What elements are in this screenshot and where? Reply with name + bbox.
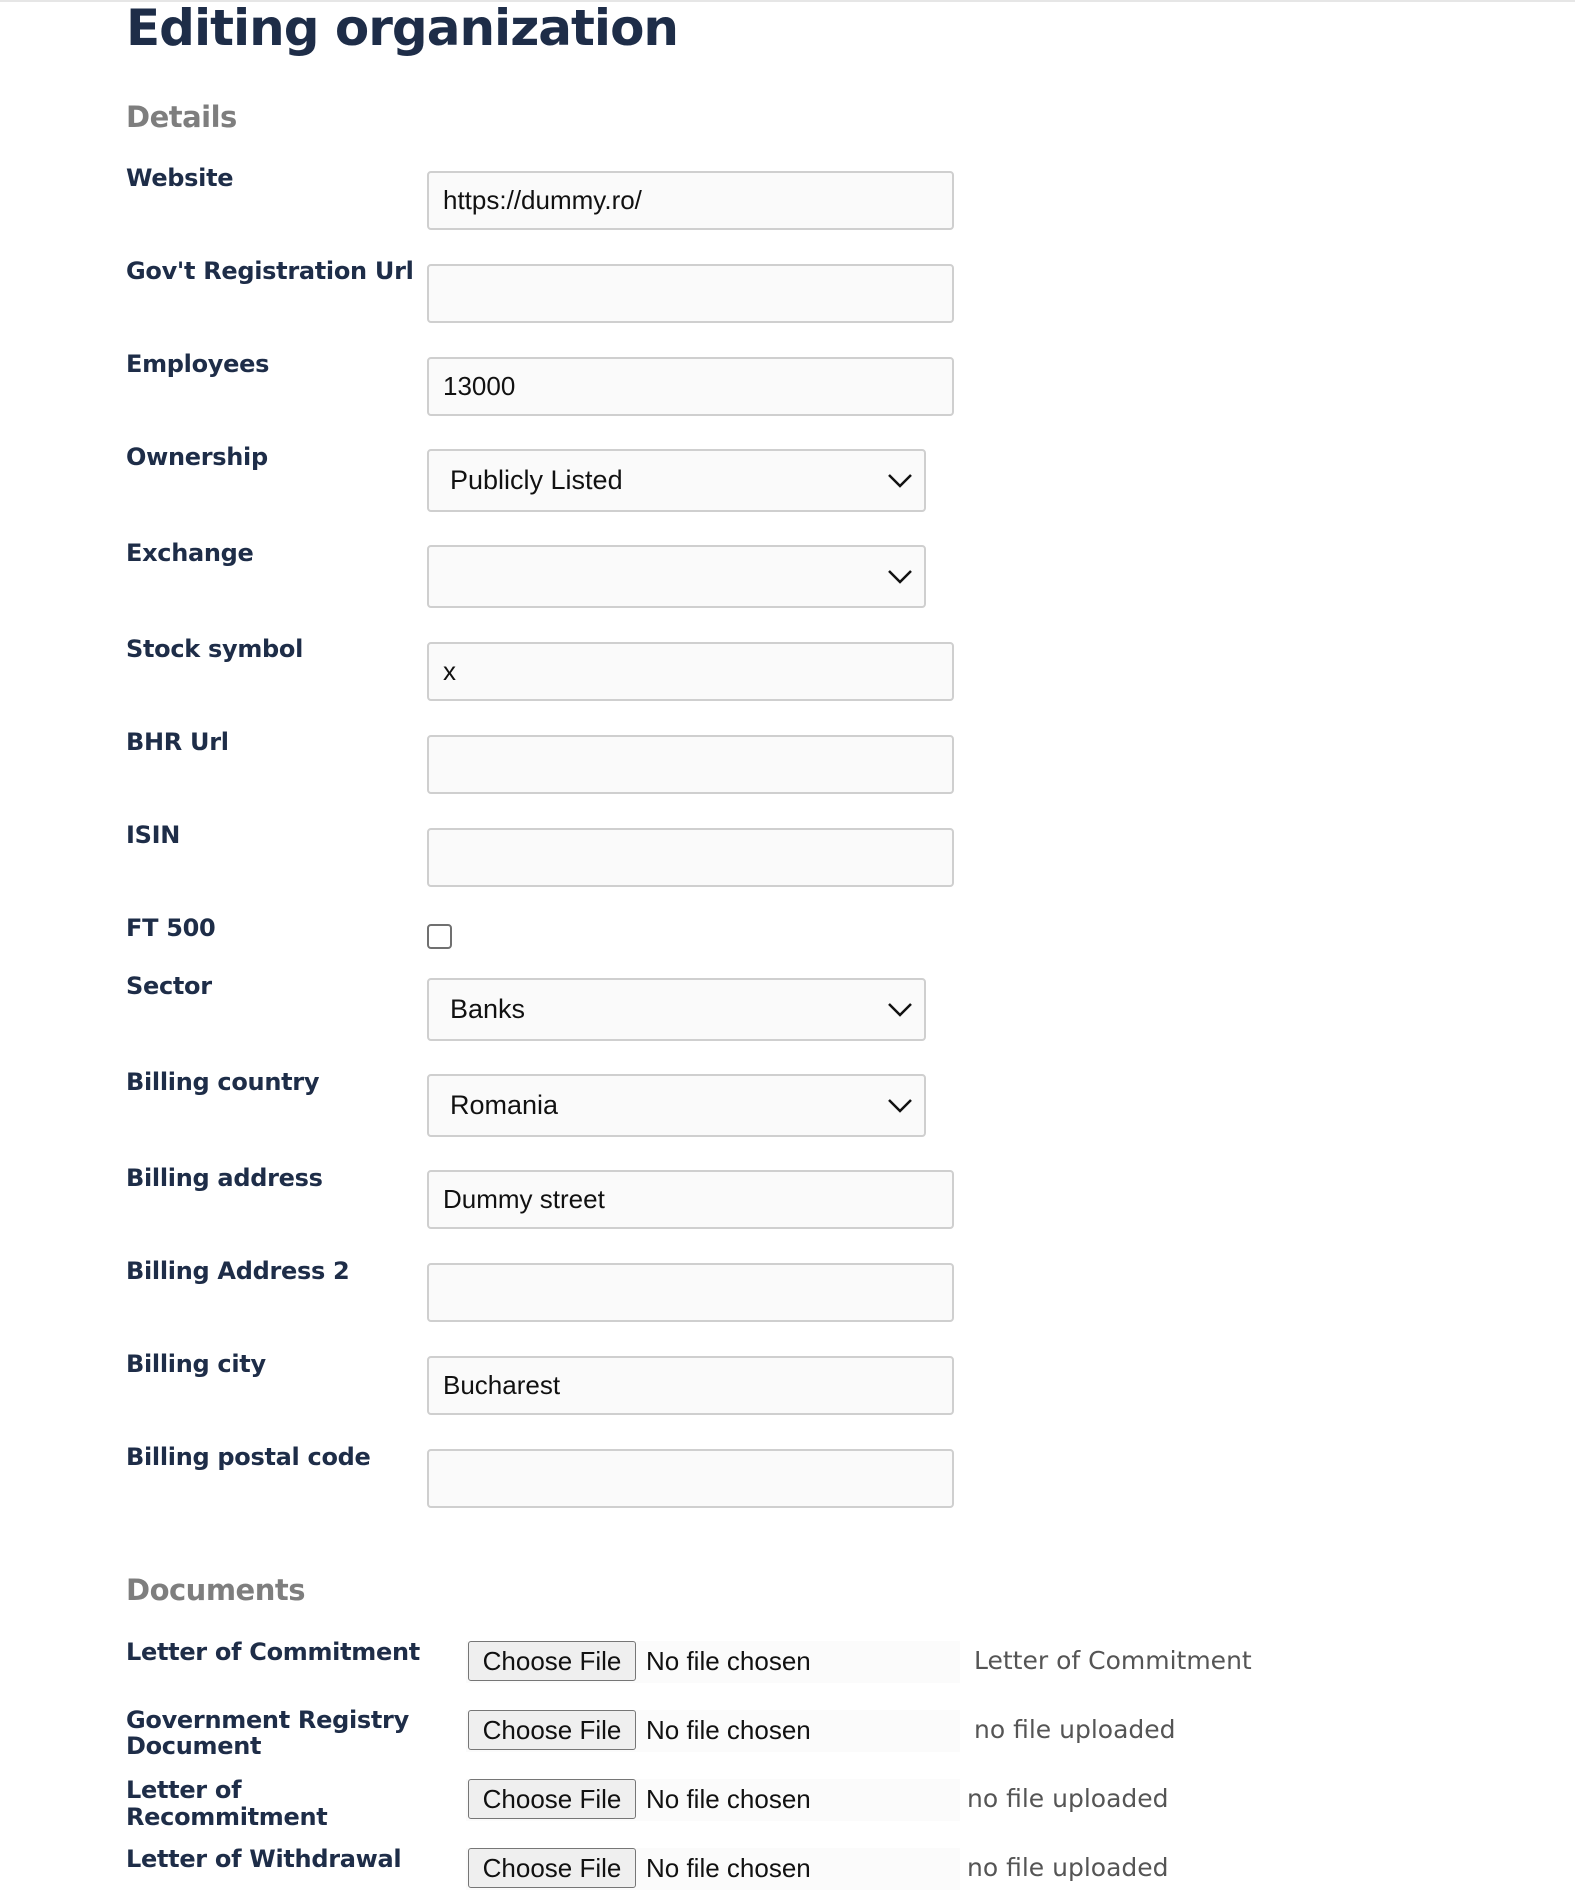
no-file-chosen-text: No file chosen bbox=[646, 1784, 811, 1814]
choose-file-button[interactable]: Choose File bbox=[468, 1848, 636, 1888]
letter-of-recommitment-file-input[interactable] bbox=[466, 1779, 960, 1821]
no-file-chosen-text: No file chosen bbox=[646, 1646, 811, 1676]
exchange-select[interactable] bbox=[427, 545, 926, 608]
stock-symbol-label: Stock symbol bbox=[126, 635, 304, 663]
ft500-label: FT 500 bbox=[126, 914, 216, 942]
billing-country-select[interactable] bbox=[427, 1074, 926, 1137]
gov-registration-url-label: Gov't Registration Url bbox=[126, 257, 414, 285]
page-title: Editing organization bbox=[126, 0, 679, 57]
billing-address-2-label: Billing Address 2 bbox=[126, 1257, 350, 1285]
ownership-label: Ownership bbox=[126, 443, 268, 471]
chevron-down-icon bbox=[886, 1094, 914, 1116]
billing-address-input[interactable] bbox=[427, 1170, 954, 1229]
employees-label: Employees bbox=[126, 350, 270, 378]
isin-label: ISIN bbox=[126, 821, 181, 849]
sector-selected-value: Banks bbox=[450, 994, 526, 1024]
chevron-down-icon bbox=[886, 565, 914, 587]
letter-of-commitment-label: Letter of Commitment bbox=[126, 1638, 420, 1666]
bhr-url-label: BHR Url bbox=[126, 728, 229, 756]
letter-of-withdrawal-file-input[interactable] bbox=[466, 1848, 960, 1890]
letter-of-recommitment-status: no file uploaded bbox=[967, 1784, 1169, 1813]
bhr-url-input[interactable] bbox=[427, 735, 954, 794]
billing-address-2-input[interactable] bbox=[427, 1263, 954, 1322]
section-heading-details: Details bbox=[126, 100, 237, 134]
choose-file-button[interactable]: Choose File bbox=[468, 1710, 636, 1750]
ownership-select[interactable] bbox=[427, 449, 926, 512]
chevron-down-icon bbox=[886, 998, 914, 1020]
ownership-selected-value: Publicly Listed bbox=[450, 465, 623, 495]
gov-registration-url-input[interactable] bbox=[427, 264, 954, 323]
billing-city-label: Billing city bbox=[126, 1350, 266, 1378]
stock-symbol-input[interactable] bbox=[427, 642, 954, 701]
sector-select[interactable] bbox=[427, 978, 926, 1041]
government-registry-document-file-input[interactable] bbox=[466, 1710, 960, 1752]
website-label: Website bbox=[126, 164, 234, 192]
employees-input[interactable] bbox=[427, 357, 954, 416]
website-input[interactable] bbox=[427, 171, 954, 230]
choose-file-button[interactable]: Choose File bbox=[468, 1641, 636, 1681]
government-registry-document-label: Government Registry Document bbox=[126, 1706, 409, 1760]
section-heading-documents: Documents bbox=[126, 1573, 305, 1607]
no-file-chosen-text: No file chosen bbox=[646, 1853, 811, 1883]
sector-label: Sector bbox=[126, 972, 212, 1000]
billing-address-label: Billing address bbox=[126, 1164, 323, 1192]
billing-country-selected-value: Romania bbox=[450, 1090, 559, 1120]
no-file-chosen-text: No file chosen bbox=[646, 1715, 811, 1745]
letter-of-commitment-file-input[interactable] bbox=[466, 1641, 960, 1683]
government-registry-document-status: no file uploaded bbox=[974, 1715, 1176, 1744]
billing-country-label: Billing country bbox=[126, 1068, 320, 1096]
isin-input[interactable] bbox=[427, 828, 954, 887]
ft500-checkbox[interactable] bbox=[427, 924, 452, 949]
letter-of-commitment-status: Letter of Commitment bbox=[974, 1646, 1252, 1675]
exchange-label: Exchange bbox=[126, 539, 254, 567]
choose-file-button[interactable]: Choose File bbox=[468, 1779, 636, 1819]
letter-of-withdrawal-label: Letter of Withdrawal bbox=[126, 1845, 402, 1873]
chevron-down-icon bbox=[886, 469, 914, 491]
letter-of-withdrawal-status: no file uploaded bbox=[967, 1853, 1169, 1882]
billing-postal-code-label: Billing postal code bbox=[126, 1443, 371, 1471]
billing-postal-code-input[interactable] bbox=[427, 1449, 954, 1508]
billing-city-input[interactable] bbox=[427, 1356, 954, 1415]
letter-of-recommitment-label: Letter of Recommitment bbox=[126, 1776, 328, 1831]
